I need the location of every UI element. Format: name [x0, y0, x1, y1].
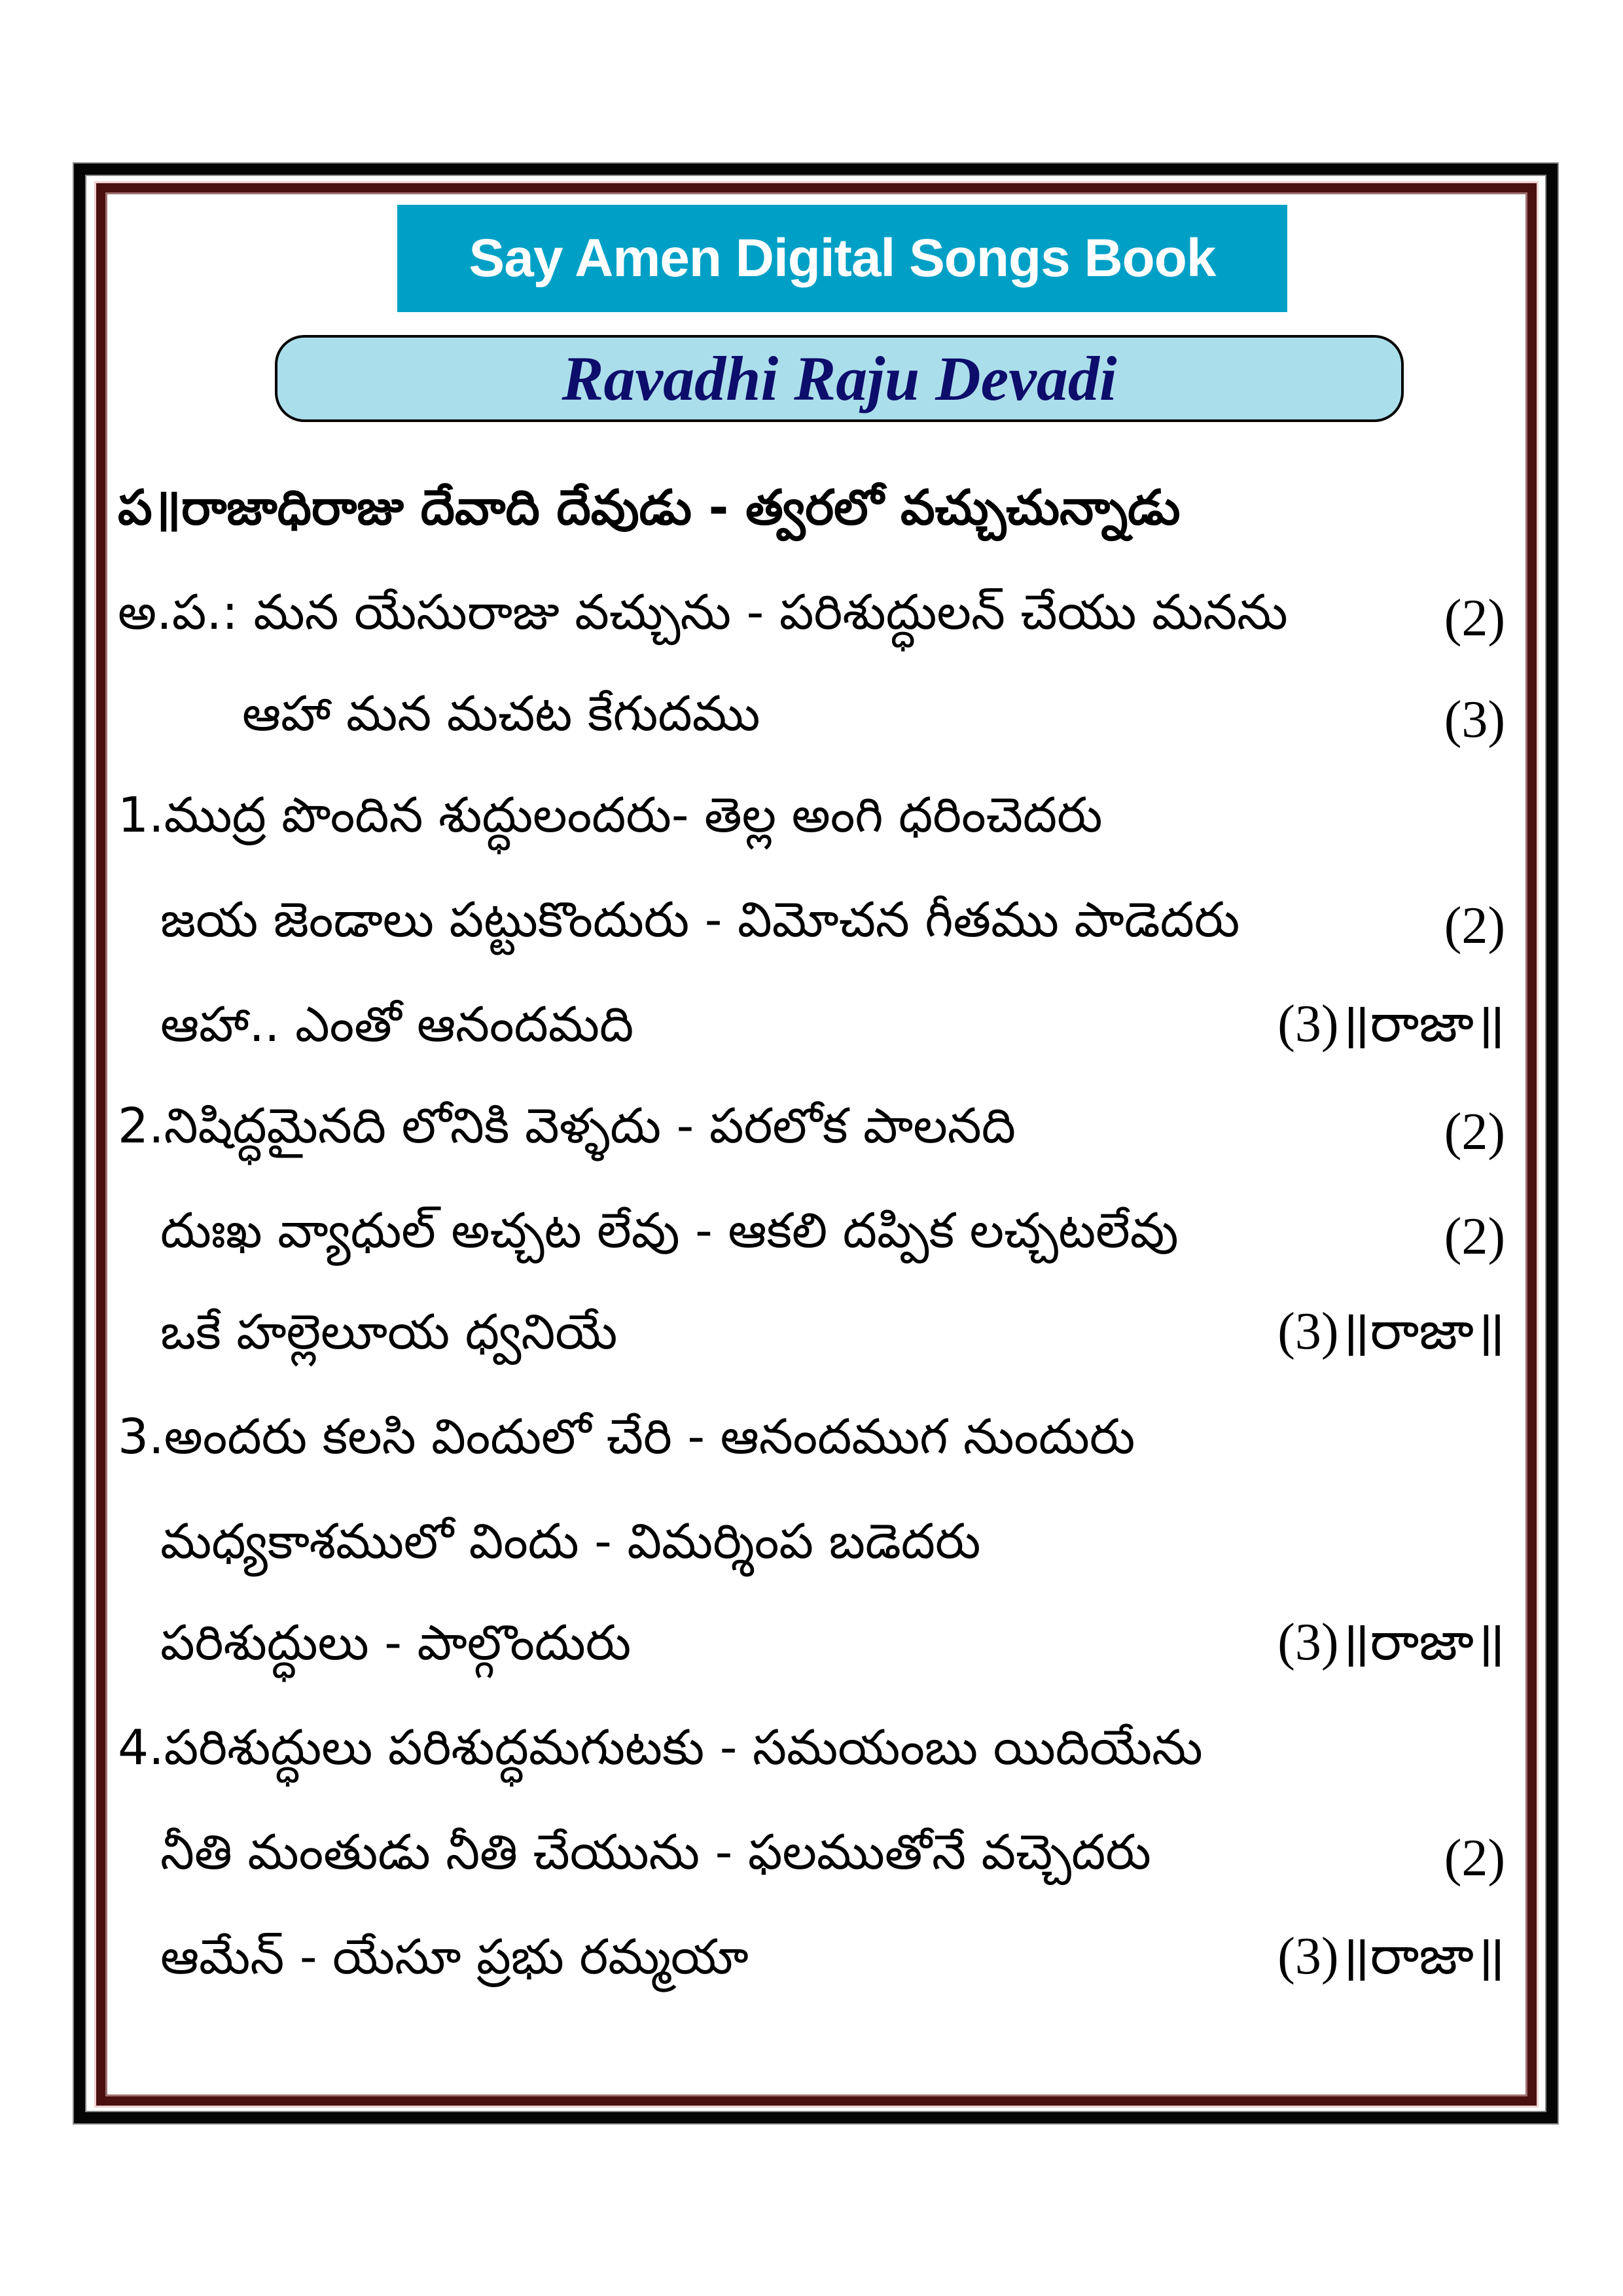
lyric-text: పరిశుద్ధులు - పాల్గొందురు: [160, 1615, 632, 1671]
songbook-banner: [397, 205, 1287, 312]
lyric-text: మధ్యకాశములో విందు - విమర్శింప బడెదరు: [160, 1513, 981, 1570]
lyric-text: ఆహా.. ఎంతో ఆనందమది: [160, 997, 634, 1053]
lyric-text: దుఃఖ వ్యాధుల్ అచ్చట లేవు - ఆకలి దప్పిక లచ్చటలేవు: [160, 1203, 1179, 1259]
anupallavi-line-2: [242, 674, 1505, 766]
verse-2-line-1: [118, 1086, 1505, 1178]
repeat-marker: (3): [1444, 690, 1505, 749]
repeat-marker: (2): [1444, 1103, 1505, 1161]
verse-1-line-1: [118, 775, 1505, 867]
song-title-box: [275, 335, 1404, 422]
repeat-marker: (2): [1444, 1829, 1505, 1887]
repeat-marker: (2): [1444, 896, 1505, 955]
repeat-marker: (3)॥రాజా॥: [1277, 1614, 1505, 1671]
verse-2-line-2: [160, 1191, 1505, 1282]
verse-4-line-1: [118, 1708, 1505, 1799]
lyric-text: నీతి మంతుడు నీతి చేయును - ఫలముతోనే వచ్చెదరు: [160, 1824, 1151, 1881]
repeat-marker: (2): [1444, 589, 1505, 647]
verse-3-line-1: [118, 1397, 1505, 1489]
song-title: Ravadhi Raju Devadi: [562, 344, 1117, 414]
lyric-text: ఒకే హల్లెలూయ ధ్వనియే: [160, 1304, 618, 1360]
verse-1-line-3: [160, 985, 1505, 1076]
lyric-text: 4.పరిశుద్ధులు పరిశుద్ధమగుటకు - సమయంబు యిదియేను: [118, 1720, 1203, 1776]
lyric-text: 3.అందరు కలసి విందులో చేరి - ఆనందముగ నుందురు: [118, 1409, 1135, 1465]
verse-4-line-3: [160, 1917, 1505, 2009]
banner-title: Say Amen Digital Songs Book: [469, 228, 1216, 288]
verse-3-line-2: [160, 1502, 1505, 1593]
verse-4-line-2: [160, 1812, 1505, 1904]
verse-3-line-3: [160, 1603, 1505, 1695]
repeat-marker: (3)॥రాజా॥: [1277, 1928, 1505, 1985]
lyric-text: 2.నిషిద్ధమైనది లోనికి వెళ్ళదు - పరలోక పాలనది: [118, 1098, 1016, 1154]
repeat-marker: (3)॥రాజా॥: [1277, 1303, 1505, 1360]
lyric-text: ఆహా మన మచట కేగుదము: [242, 686, 760, 742]
lyric-text: అ.ప.: మన యేసురాజు వచ్చును - పరిశుద్ధులన్ చేయు మనను: [118, 584, 1288, 641]
lyric-text: ప॥రాజాధిరాజు దేవాది దేవుడు - త్వరలో వచ్చుచున్నాడు: [118, 480, 1181, 536]
lyric-text: 1.ముద్ర పొందిన శుద్ధులందరు- తెల్ల అంగి ధరించెదరు: [118, 787, 1103, 843]
pallavi-line: [118, 468, 1505, 559]
repeat-marker: (3)॥రాజా॥: [1277, 995, 1505, 1053]
lyric-text: జయ జెండాలు పట్టుకొందురు - విమోచన గీతము పాడెదరు: [160, 892, 1240, 948]
verse-2-line-3: [160, 1292, 1505, 1384]
verse-1-line-2: [160, 880, 1505, 972]
lyric-text: ఆమేన్ - యేసూ ప్రభు రమ్మయా: [160, 1929, 749, 1985]
anupallavi-line-1: [118, 573, 1505, 664]
repeat-marker: (2): [1444, 1207, 1505, 1265]
